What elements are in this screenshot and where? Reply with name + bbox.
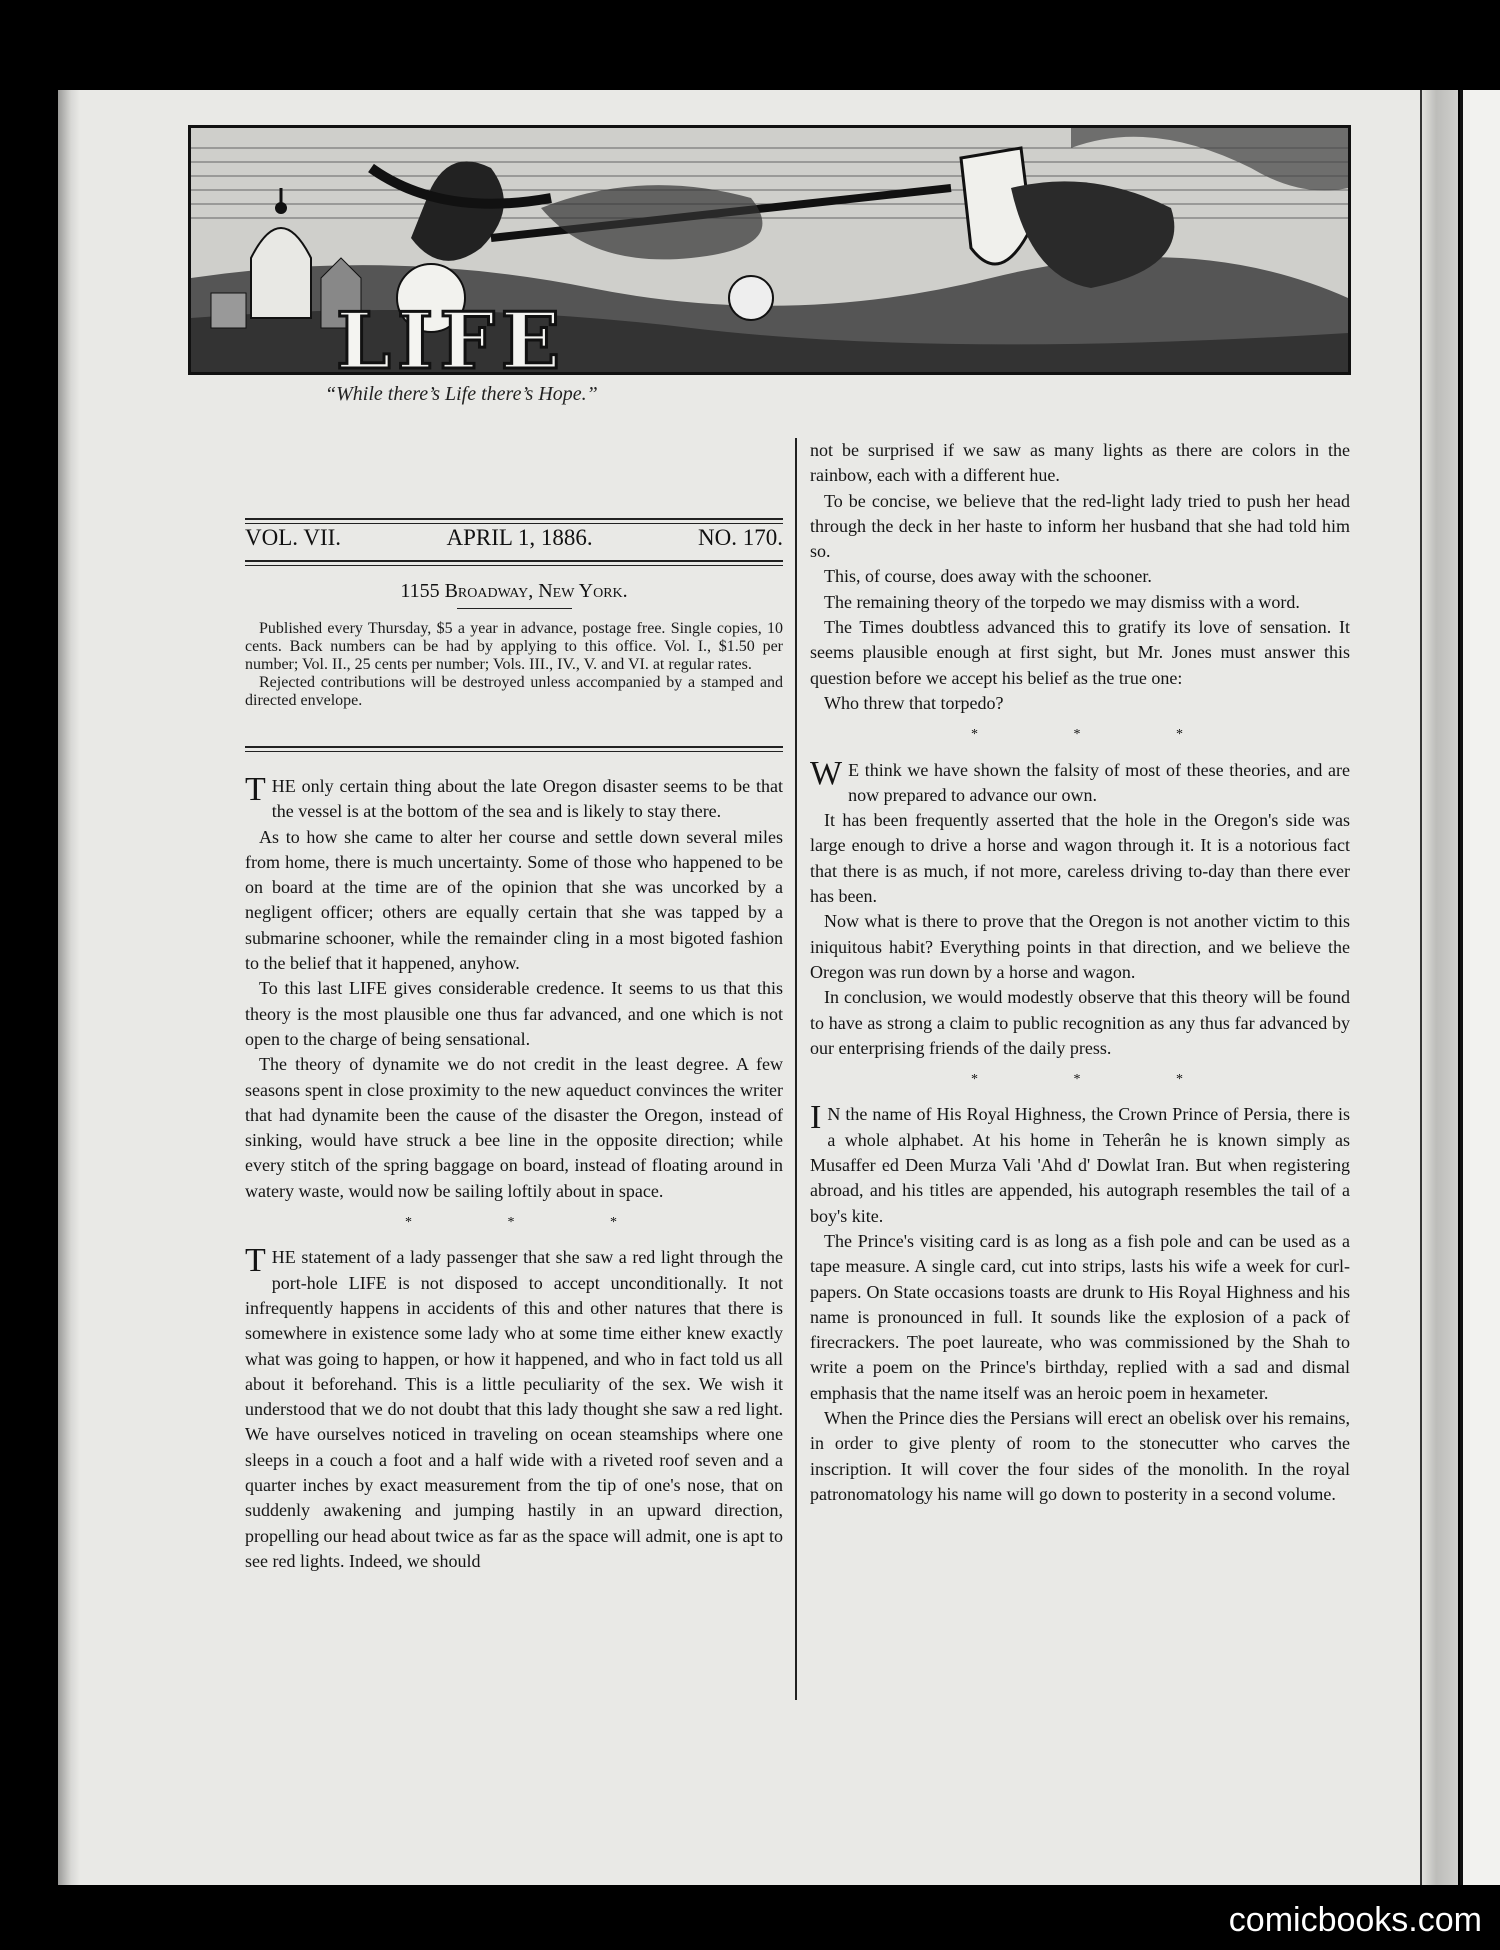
article-red-light-cont-p3: This, of course, does away with the schooner. bbox=[824, 566, 1152, 587]
article-red-light-cont-p4: The remaining theory of the torpedo we may dismiss with a word. bbox=[824, 591, 1300, 612]
article-prince-p3: When the Prince dies the Persians will erect an obelisk over his remains, in order to give plenty of room to the stonecutter who carves the inscription. It will cover the four sides of the monolith. In the royal patronomatology his name will go down to posterity in a second volume. bbox=[810, 1407, 1350, 1504]
article-red-light-cont-p2: To be concise, we believe that the red-light lady tried to push her head through the deck in her haste to inform her husband that she had told him so. bbox=[810, 490, 1350, 562]
article-theory-p1: W E think we have shown the falsity of most of these theories, and are now prepared to advance our own. bbox=[810, 754, 1350, 805]
article-theory-p3: Now what is there to prove that the Oregon is not another victim to this iniquitous habit? Everything points in that direction, and we believe the Oregon was run down by a horse and wagon. bbox=[810, 911, 1350, 982]
article-red-light-cont-p6: Who threw that torpedo? bbox=[824, 692, 1004, 713]
page-edge bbox=[1420, 90, 1458, 1885]
volume: VOL. VII. bbox=[245, 525, 342, 550]
next-page-edge bbox=[1460, 90, 1500, 1885]
article-red-light-cont-p1: not be surprised if we saw as many lights as there are colors in the rainbow, each with a different hue. bbox=[810, 440, 1350, 486]
issue-number: NO. 170. bbox=[698, 525, 783, 550]
dropcap: T bbox=[245, 771, 266, 808]
masthead-illustration bbox=[188, 125, 1351, 375]
article-red-light-p1: THE statement of a lady passenger that she saw a red light through the port-hole LIFE is not disposed to accept unconditionally. It not infrequently happens in accidents of this and other natures that there is somewhere in existence some lady who at some time either knew exactly what was going to happen, or how it happened, and who in fact told us all about it beforehand. This is a little peculiarity of the sex. We wish it understood that we do not doubt that this lady thought she saw a red light. We have ourselves noticed in traveling on ocean steamships where one sleeps in a couch a foot and a half wide with a riveted roof seven and a quarter inches by exact measurement from the tip of one's nose, that on suddenly awakening and jumping hastily in an upward direction, propelling our head about twice as far as the space will admit, one is apt to see red lights. Indeed, we should bbox=[245, 1242, 783, 1571]
article-oregon-p3: To this last LIFE gives considerable credence. It seems to us that this theory is the most plausible one thus far advanced, and one which is not open to the charge of being sensational. bbox=[245, 978, 783, 1049]
rule-top bbox=[245, 518, 783, 524]
life-logo: LIFE bbox=[336, 296, 567, 375]
publication-info bbox=[245, 620, 783, 710]
motto: “While there’s Life there’s Hope.” bbox=[325, 383, 598, 405]
article-prince-p1: I N the name of His Royal Highness, the Crown Prince of Persia, there is a whole alphabet. At his home in Teherân he is known simply as Musaffer ed Deen Murza Vali 'Ahd d' Dowlat Iran. But when registering abroad, and his titles are appended, his autograph resembles the tail of a boy's kite. bbox=[810, 1099, 1350, 1226]
dropcap: T bbox=[245, 1242, 266, 1280]
article-prince-p2: The Prince's visiting card is as long as a fish pole and can be used as a tape measure. A single card, cut into strips, lasts his wife a week for curl-papers. On State occasions toasts are drunk to His Royal Highness and his name is pronounced in full. It sounds like the explosion of a pack of firecrackers. The poet laureate, who was commissioned by the Shah to write a poem on the Prince's birthday, replied with a sad and dismal emphasis that the name itself was an heroic poem in hexameter. bbox=[810, 1230, 1350, 1403]
address-rule bbox=[457, 608, 572, 609]
article-oregon-p4: The theory of dynamite we do not credit in the least degree. A few seasons spent in close proximity to the new aqueduct convinces the writer that had dynamite been the cause of the disaster the Oregon, instead of sinking, would have struck a bee line in the opposite direction; while every stitch of the spring baggage on board, instead of floating around in watery waste, would now be sailing loftily about in space. bbox=[245, 1054, 783, 1201]
article-theory-p2: It has been frequently asserted that the hole in the Oregon's side was large enough to drive a horse and wagon through it. It is a notorious fact that there is as much, if not more, careless driving to-day than there ever has been. bbox=[810, 810, 1350, 907]
article-oregon-p2: As to how she came to alter her course and settle down several miles from home, there is much uncertainty. Some of those who happened to be on board at the time are of the opinion that she was uncorked by a negligent officer; others are equally certain that she was tapped by a submarine schooner, while the remainder cling in a most bigoted fashion to the belief that it happened, anyhow. bbox=[245, 826, 783, 974]
section-separator: * * * bbox=[405, 1215, 663, 1231]
left-column bbox=[245, 771, 783, 1574]
watermark: comicbooks.com bbox=[1228, 1901, 1482, 1939]
issue-line bbox=[245, 525, 783, 551]
article-red-light-cont-p5: The Times doubtless advanced this to gratify its love of sensation. It seems plausible enough at first sight, but Mr. Jones must answer this question before we accept his belief as the true one: bbox=[810, 617, 1350, 688]
address: 1155 Broadway, New York. bbox=[400, 580, 628, 602]
publication-terms: Published every Thursday, $5 a year in advance, postage free. Single copies, 10 cents. Back numbers can be had by applying to this office. Vol. I., $1.50 per number; Vol. II., 25 cents per number; Vols. III., IV., V. and VI. at regular rates. bbox=[245, 620, 783, 673]
rejected-note: Rejected contributions will be destroyed unless accompanied by a stamped and directed envelope. bbox=[245, 674, 783, 709]
right-column bbox=[810, 438, 1350, 1507]
dropcap: W bbox=[810, 754, 843, 792]
spine-shadow bbox=[58, 90, 80, 1885]
section-separator: * * * bbox=[971, 727, 1229, 743]
section-separator: * * * bbox=[971, 1072, 1229, 1088]
issue-date: APRIL 1, 1886. bbox=[446, 525, 593, 550]
rule-bottom bbox=[245, 560, 783, 566]
dropcap: I bbox=[810, 1099, 822, 1137]
article-oregon-p1: THE only certain thing about the late Oregon disaster seems to be that the vessel is at the bottom of the sea and is likely to stay there. bbox=[245, 771, 783, 822]
article-theory-p4: In conclusion, we would modestly observe that this theory will be found to have as strong a claim to public recognition as any thus far advanced by our enterprising friends of the daily press. bbox=[810, 987, 1350, 1058]
rule-section bbox=[245, 746, 783, 752]
column-divider bbox=[795, 438, 797, 1700]
